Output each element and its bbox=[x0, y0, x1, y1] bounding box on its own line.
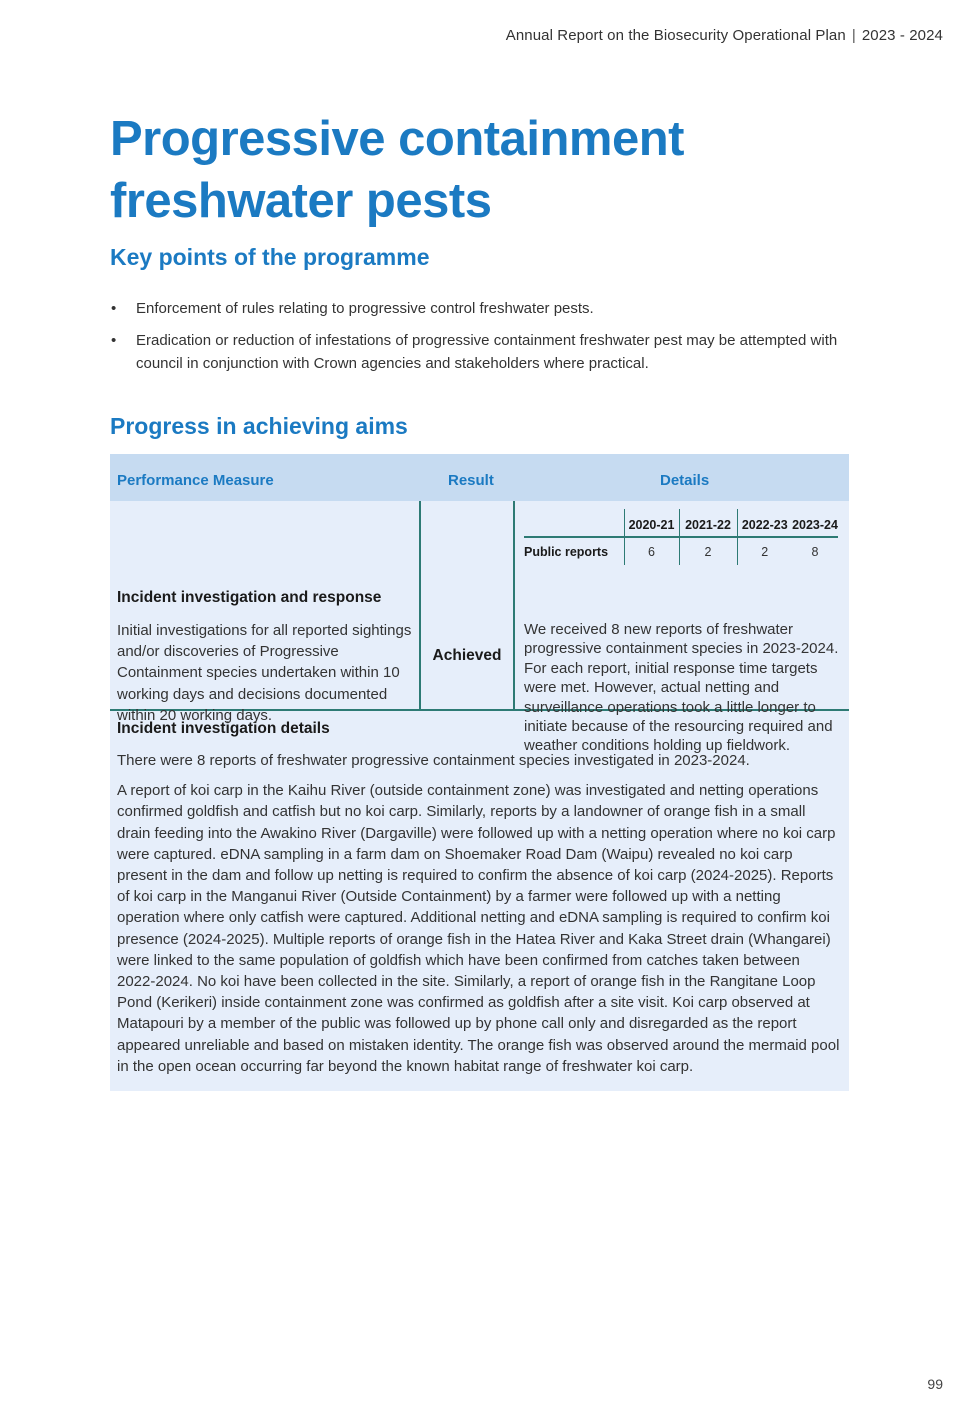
incident-details-summary: There were 8 reports of freshwater progressive containment species investigated in 2023-2024. bbox=[117, 752, 750, 769]
performance-table bbox=[110, 454, 849, 1091]
progress-heading: Progress in achieving aims bbox=[110, 413, 408, 439]
incident-details-row bbox=[110, 711, 849, 1091]
list-item: • Enforcement of rules relating to progressive control freshwater pests. bbox=[110, 297, 850, 320]
column-divider bbox=[419, 501, 421, 709]
value-2020-21: 6 bbox=[624, 537, 679, 565]
page-number: 99 bbox=[927, 1376, 943, 1392]
header-details: Details bbox=[660, 472, 710, 489]
page-title-line-1: Progressive containment bbox=[110, 112, 684, 166]
key-points-heading: Key points of the programme bbox=[110, 244, 430, 270]
details-text: We received 8 new reports of freshwater progressive containment species in 2023-2024. For each report, initial response time targets were met. However, actual netting and surveillance operations took a little longer to initiate because of the resourcing required and weather conditions holding up fieldwork. bbox=[524, 621, 839, 755]
result-status: Achieved bbox=[432, 647, 502, 664]
public-reports-label: Public reports bbox=[524, 544, 609, 559]
report-title: Annual Report on the Biosecurity Operational Plan bbox=[505, 27, 846, 44]
public-reports-table bbox=[524, 509, 838, 565]
value-2023-24: 8 bbox=[811, 544, 819, 559]
incident-details-title: Incident investigation details bbox=[117, 720, 330, 737]
column-divider bbox=[513, 501, 515, 709]
page-title bbox=[110, 108, 684, 232]
page-title-line-2: freshwater pests bbox=[110, 174, 492, 228]
year-2023-24: 2023-24 bbox=[792, 509, 838, 537]
table-header-row bbox=[110, 454, 849, 501]
mini-data-row bbox=[524, 537, 838, 565]
value-2021-22: 2 bbox=[679, 537, 737, 565]
incident-details-body: A report of koi carp in the Kaihu River (outside containment zone) was investigated and netting operations confirmed goldfish and catfish but no koi carp. Similarly, reports by a landowner of orange fish in a small drain feeding into the Awakino River (Dargaville) were followed up with a netting operation where no koi carp were captured. eDNA sampling in a farm dam on Shoemaker Road Dam (Waipu) revealed no koi carp present in the dam and follow up netting is required to confirm the absence of koi carp (2024-2025). Reports of koi carp in the Manganui River (Outside Containment) by a farmer were followed up with a netting operation where only catfish were captured. Additional netting and eDNA sampling is required to confirm koi presence (2024-2025). Multiple reports of orange fish in the Hatea River and Kaka Street drain (Whangarei) were linked to the same population of goldfish which have been confirmed from catches taken between 2022-2024. No koi have been collected in the site. Similarly, a report of orange fish in the Rangitane Loop Pond (Kerikeri) inside containment zone was confirmed as goldfish after a site visit. Koi carp observed at Matapouri by a member of the public was followed up by phone call only and disregarded as the report appeared unreliable and based on mistaken identity. The orange fish was observed around the mermaid pool in the open ocean occurring far beyond the known habitat range of freshwater koi carp. bbox=[117, 782, 840, 1075]
header-separator: | bbox=[851, 27, 856, 44]
key-points-list bbox=[110, 297, 850, 384]
value-2022-23: 2 bbox=[737, 537, 792, 565]
list-item: • Eradication or reduction of infestations of progressive containment freshwater pest may be attempted with council in conjunction with Crown agencies and stakeholders where practical. bbox=[110, 329, 850, 375]
running-header bbox=[506, 27, 943, 44]
measure-title: Incident investigation and response bbox=[117, 589, 382, 606]
measure-description: Initial investigations for all reported sightings and/or discoveries of Progressive Containment species undertaken within 10 working days and decisions documented within 20 working days. bbox=[117, 622, 412, 724]
mini-header-row bbox=[524, 509, 838, 537]
mini-header-empty bbox=[524, 509, 624, 537]
report-years: 2023 - 2024 bbox=[861, 27, 943, 44]
header-performance-measure: Performance Measure bbox=[117, 472, 274, 489]
year-2020-21: 2020-21 bbox=[624, 509, 679, 537]
header-result: Result bbox=[448, 472, 494, 489]
year-2021-22: 2021-22 bbox=[679, 509, 737, 537]
year-2022-23: 2022-23 bbox=[737, 509, 792, 537]
